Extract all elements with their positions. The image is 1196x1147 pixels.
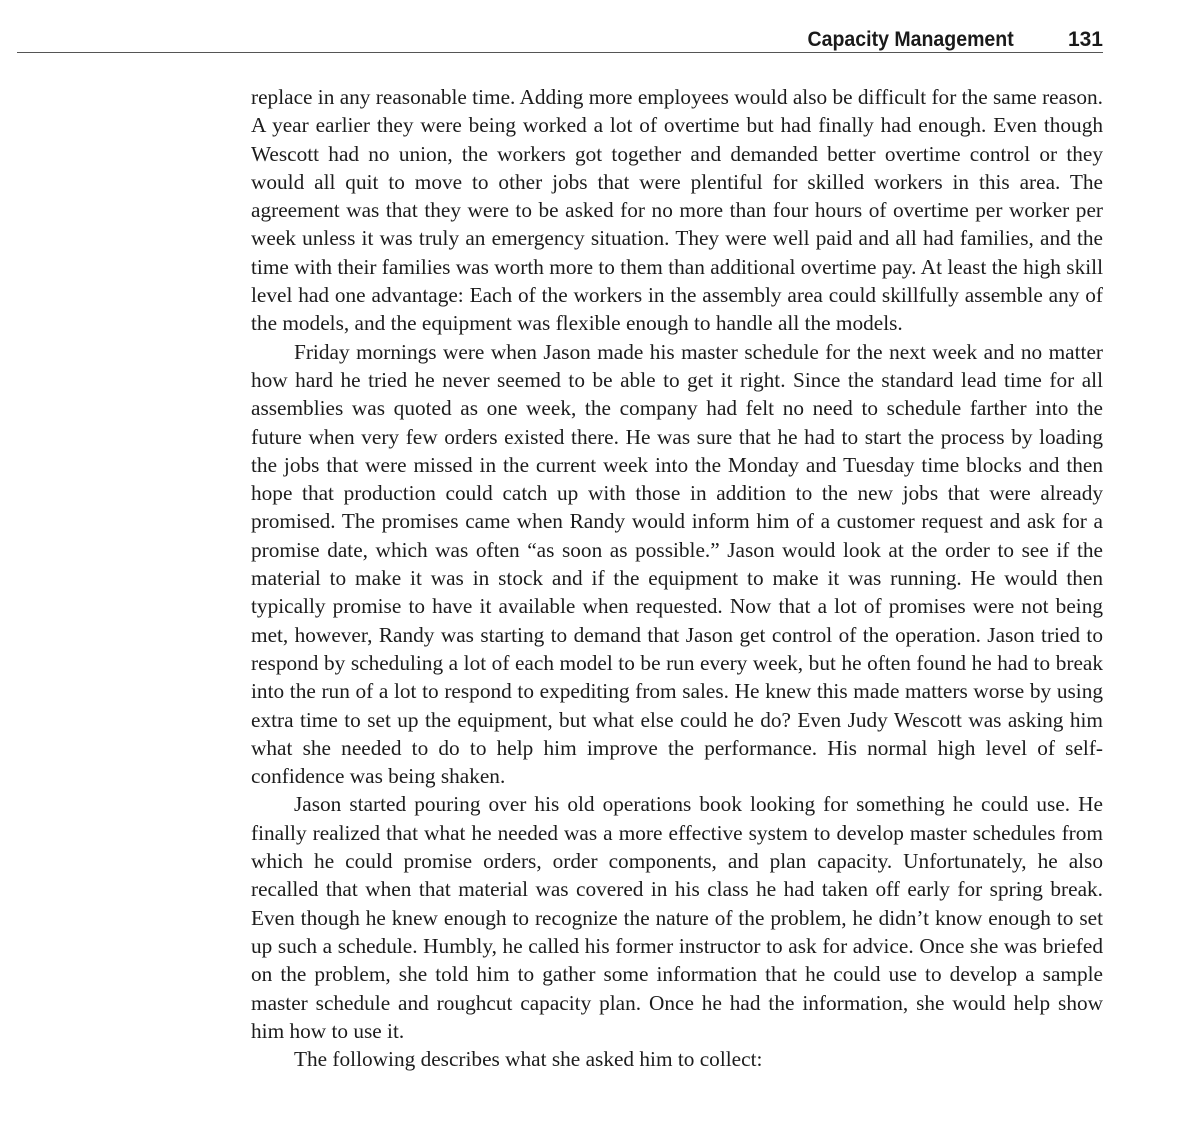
body-text xyxy=(251,83,1103,1073)
chapter-title: Capacity Management xyxy=(807,28,1014,51)
paragraph-1: replace in any reasonable time. Adding more employees would also be difficult for the same reason. A year earlier they were being worked a lot of overtime but had finally had enough. Even though Wescott had no union, the workers got together and demanded better overtime control or they would all quit to move to other jobs that were plentiful for skilled workers in this area. The agreement was that they were to be asked for no more than four hours of overtime per worker per week unless it was truly an emergency situation. They were well paid and all had families, and the time with their families was worth more to them than additional overtime pay. At least the high skill level had one advantage: Each of the workers in the assembly area could skillfully assemble any of the models, and the equipment was flexible enough to handle all the models. xyxy=(251,85,1103,336)
header-rule xyxy=(17,52,1103,53)
paragraph-4: The following describes what she asked him to collect: xyxy=(294,1047,763,1072)
page-number: 131 xyxy=(1067,28,1103,51)
paragraph-2: Friday mornings were when Jason made his master schedule for the next week and no matter how hard he tried he never seemed to be able to get it right. Since the standard lead time for all assemblies was quoted as one week, the company had felt no need to schedule farther into the future when very few orders existed there. He was sure that he had to start the process by loading the jobs that were missed in the current week into the Monday and Tuesday time blocks and then hope that production could catch up with those in addition to the new jobs that were already promised. The promises came when Randy would inform him of a customer request and ask for a promise date, which was often “as soon as possible.” Jason would look at the order to see if the material to make it was in stock and if the equipment to make it was running. He would then typically promise to have it available when requested. Now that a lot of promises were not being met, however, Randy was starting to demand that Jason get control of the operation. Jason tried to respond by scheduling a lot of each model to be run every week, but he often found he had to break into the run of a lot to respond to expediting from sales. He knew this made matters worse by using extra time to set up the equipment, but what else could he do? Even Judy Wescott was asking him what she needed to do to help him improve the performance. His normal high level of self-confidence was being shaken. xyxy=(251,339,1103,789)
paragraph-3: Jason started pouring over his old operations book looking for something he could use. He finally realized that what he needed was a more effective system to develop master schedules from which he could promise orders, order components, and plan capacity. Unfortunately, he also recalled that when that material was covered in his class he had taken off early for spring break. Even though he knew enough to recognize the nature of the problem, he didn’t know enough to set up such a schedule. Humbly, he called his former instructor to ask for advice. Once she was briefed on the problem, she told him to gather some information that he could use to develop a sample master schedule and roughcut capacity plan. Once he had the information, she would help show him how to use it. xyxy=(251,792,1103,1043)
